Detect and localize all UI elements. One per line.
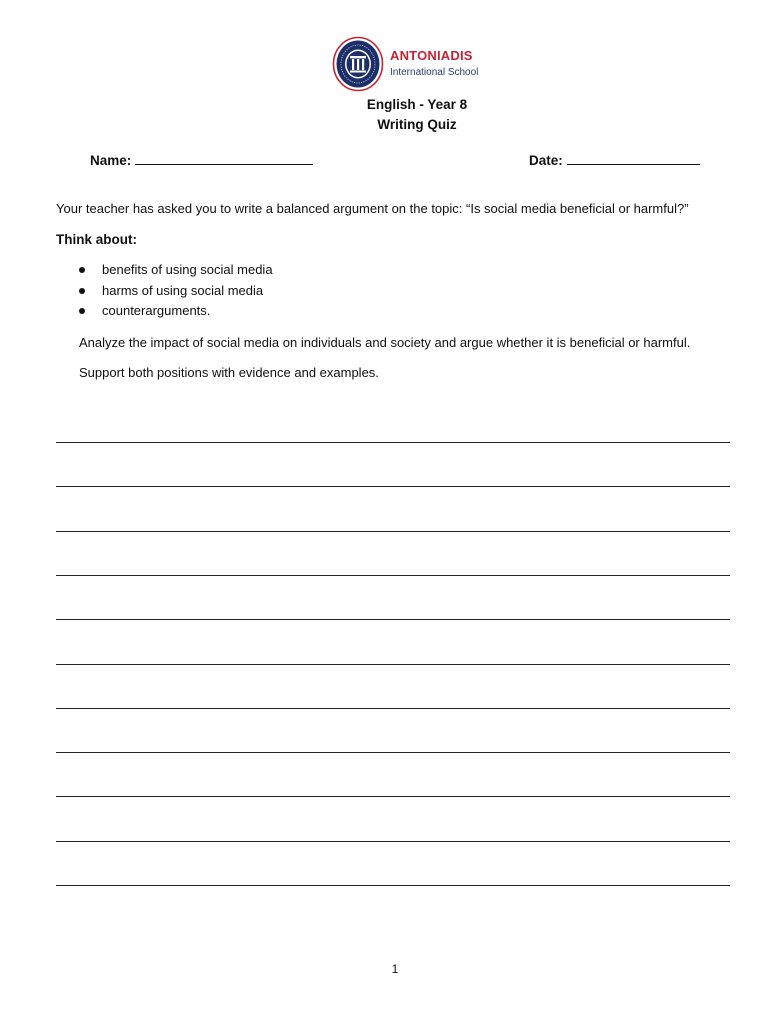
- list-item: [56, 262, 273, 283]
- answer-line[interactable]: [56, 796, 730, 797]
- bullet-icon: [79, 267, 85, 273]
- bullet-icon: [79, 288, 85, 294]
- think-about-list: [56, 262, 273, 324]
- name-label: Name:: [90, 153, 132, 168]
- quiz-title: Writing Quiz: [377, 117, 457, 132]
- school-seal-icon: [332, 36, 384, 92]
- school-subtitle: International School: [390, 67, 479, 78]
- bullet-icon: [79, 308, 85, 314]
- answer-line[interactable]: [56, 619, 730, 620]
- date-field[interactable]: [529, 151, 700, 168]
- task-prompt: Your teacher has asked you to write a balanced argument on the topic: “Is social media beneficial or harmful?”: [56, 201, 689, 216]
- answer-line[interactable]: [56, 752, 730, 753]
- name-field[interactable]: [90, 151, 313, 168]
- list-item-text: benefits of using social media: [102, 262, 273, 277]
- name-blank[interactable]: [135, 151, 313, 165]
- instruction-support: Support both positions with evidence and examples.: [79, 365, 379, 380]
- date-label: Date:: [529, 153, 563, 168]
- list-item: [56, 303, 273, 324]
- subject-heading: English - Year 8: [366, 97, 468, 112]
- list-item: [56, 283, 273, 304]
- page-number: 1: [391, 962, 399, 976]
- answer-line[interactable]: [56, 575, 730, 576]
- list-item-text: counterarguments.: [102, 303, 211, 318]
- answer-line[interactable]: [56, 486, 730, 487]
- think-about-heading: Think about:: [56, 232, 137, 247]
- answer-line[interactable]: [56, 442, 730, 443]
- answer-line[interactable]: [56, 531, 730, 532]
- date-blank[interactable]: [567, 151, 700, 165]
- list-item-text: harms of using social media: [102, 282, 264, 298]
- school-logo: [332, 36, 492, 94]
- instruction-analyze: Analyze the impact of social media on individuals and society and argue whether it is beneficial or harmful.: [79, 335, 691, 350]
- answer-line[interactable]: [56, 885, 730, 886]
- school-name: ANTONIADIS: [390, 48, 473, 63]
- answer-line[interactable]: [56, 664, 730, 665]
- answer-line[interactable]: [56, 708, 730, 709]
- answer-line[interactable]: [56, 841, 730, 842]
